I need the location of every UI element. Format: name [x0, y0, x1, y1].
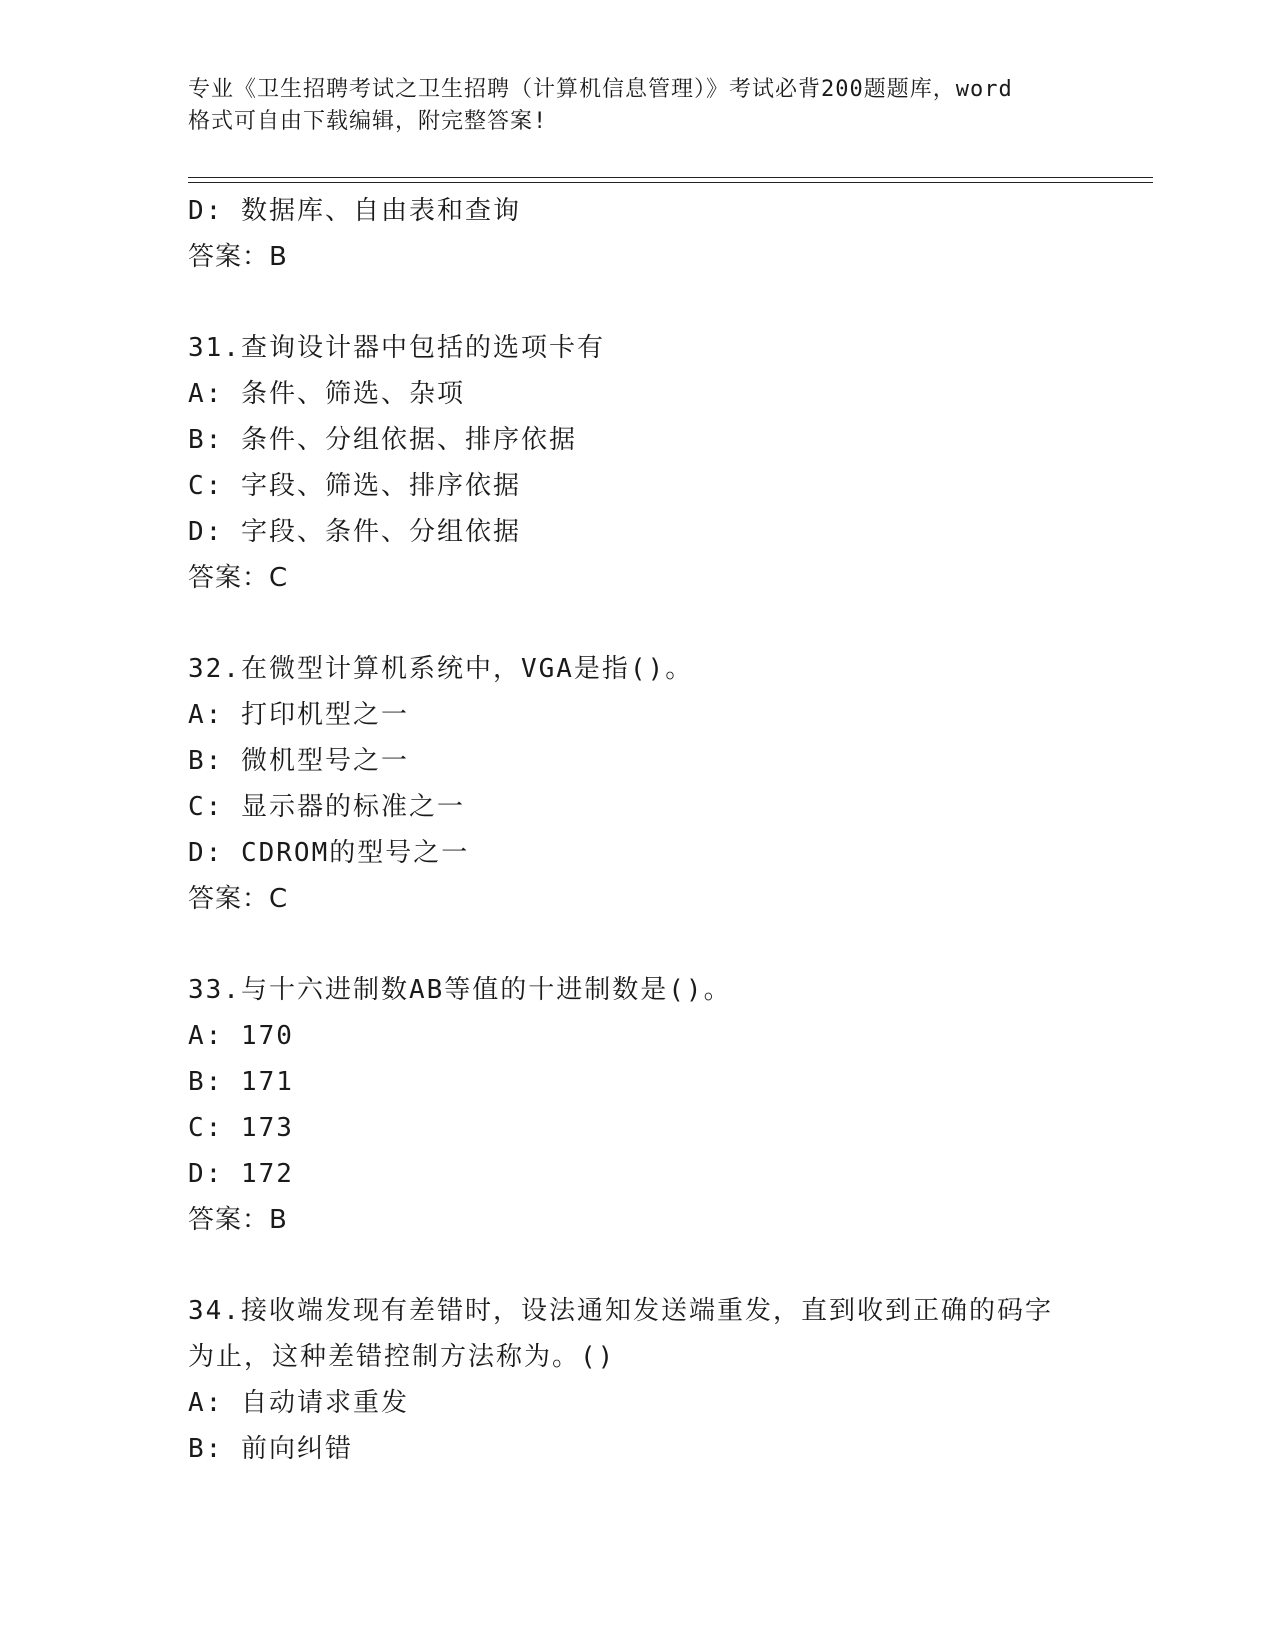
question-text: 32.在微型计算机系统中，VGA是指()。	[188, 654, 694, 684]
option-a: A: 打印机型之一	[188, 700, 409, 730]
question-block-34	[188, 1288, 1128, 1472]
option-d: D: 数据库、自由表和查询	[188, 196, 521, 226]
question-block-32	[188, 646, 1128, 922]
option-b: B: 前向纠错	[188, 1434, 353, 1464]
option-b: B: 条件、分组依据、排序依据	[188, 425, 577, 455]
option-d: D: 字段、条件、分组依据	[188, 517, 521, 547]
header-title-line1: 专业《卫生招聘考试之卫生招聘（计算机信息管理）》考试必背200题题库，word	[188, 77, 1013, 102]
option-b: B: 微机型号之一	[188, 746, 409, 776]
answer-line: 答案：B	[188, 242, 288, 272]
question-text-line1: 34.接收端发现有差错时，设法通知发送端重发，直到收到正确的码字	[188, 1296, 1053, 1326]
header-title-line2: 格式可自由下载编辑，附完整答案!	[188, 109, 548, 134]
option-a: A: 170	[188, 1021, 294, 1051]
option-d: D: 172	[188, 1159, 294, 1189]
question-block-33	[188, 967, 1128, 1243]
question-text-line2: 为止，这种差错控制方法称为。()	[188, 1342, 616, 1372]
question-block-31	[188, 325, 1128, 601]
option-a: A: 自动请求重发	[188, 1388, 409, 1418]
question-text: 33.与十六进制数AB等值的十进制数是()。	[188, 975, 732, 1005]
question-list	[188, 188, 1128, 1472]
option-d: D: CDROM的型号之一	[188, 838, 470, 868]
answer-line: 答案：B	[188, 1205, 288, 1235]
answer-line: 答案：C	[188, 563, 289, 593]
option-a: A: 条件、筛选、杂项	[188, 379, 465, 409]
option-c: C: 字段、筛选、排序依据	[188, 471, 521, 501]
option-c: C: 显示器的标准之一	[188, 792, 465, 822]
header-divider-bottom	[188, 182, 1153, 183]
option-b: B: 171	[188, 1067, 294, 1097]
answer-line: 答案：C	[188, 884, 289, 914]
question-text: 31.查询设计器中包括的选项卡有	[188, 333, 605, 363]
option-c: C: 173	[188, 1113, 294, 1143]
question-block-prev	[188, 188, 1128, 280]
header-divider-top	[188, 177, 1153, 178]
document-header	[188, 74, 1108, 138]
